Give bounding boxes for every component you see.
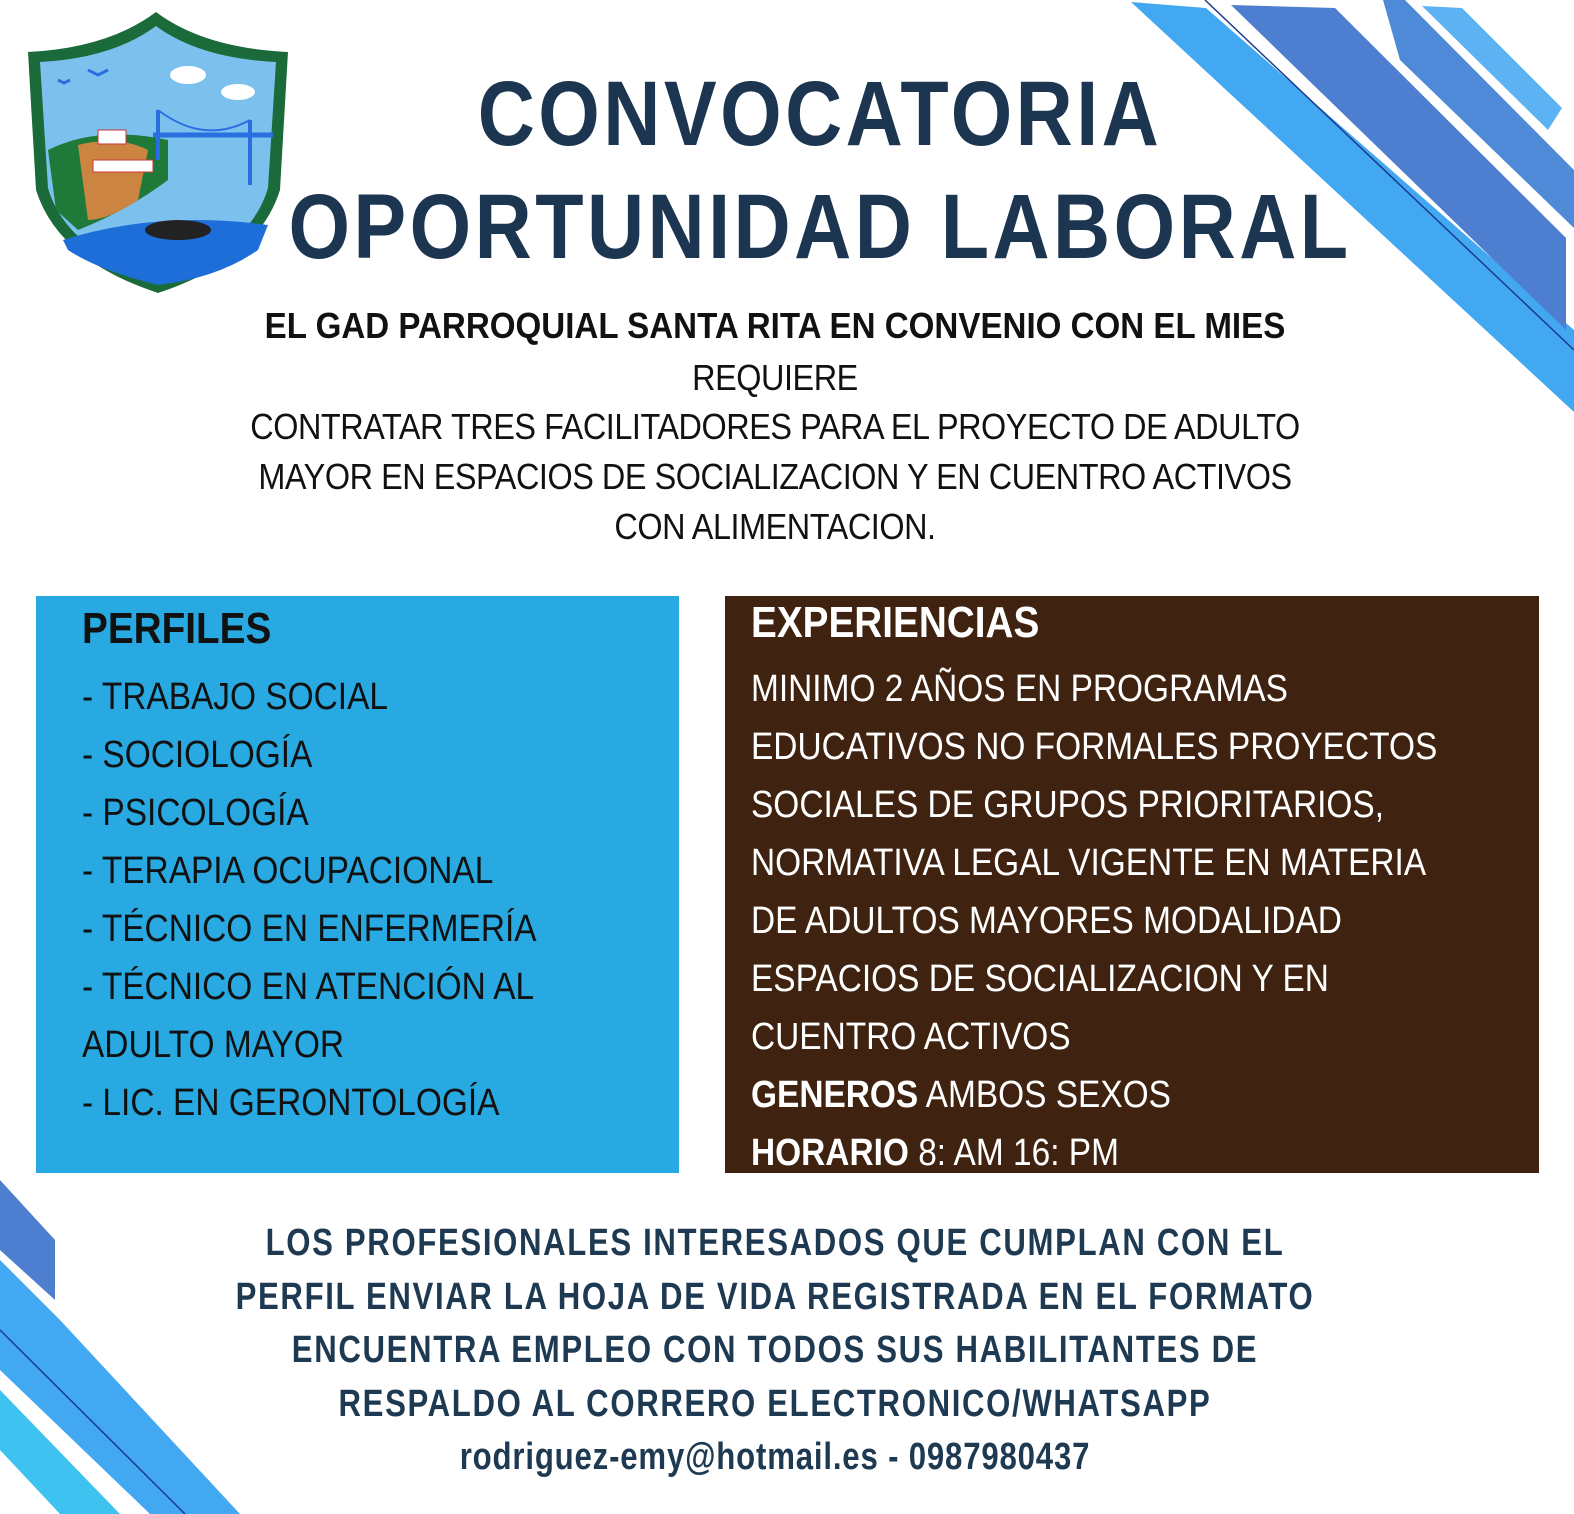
intro-line: REQUIERE	[692, 357, 858, 398]
generos-line	[751, 1066, 1437, 1124]
footer-line: LOS PROFESIONALES INTERESADOS QUE CUMPLAN CON EL	[265, 1222, 1285, 1264]
footer-contact: rodriguez-emy@hotmail.es - 0987980437	[459, 1436, 1091, 1478]
footer-line: RESPALDO AL CORRERO ELECTRONICO/WHATSAPP	[338, 1382, 1212, 1425]
title-line-1: CONVOCATORIA	[477, 63, 1163, 165]
perfil-item: - TÉCNICO EN ENFERMERÍA	[82, 908, 537, 950]
perfil-item: ADULTO MAYOR	[82, 1024, 344, 1066]
experiencia-line: DE ADULTOS MAYORES MODALIDAD	[751, 900, 1342, 942]
intro-line: CONTRATAR TRES FACILITADORES PARA EL PROYECTO DE ADULTO	[250, 406, 1300, 447]
horario-line	[751, 1124, 1437, 1182]
perfiles-list	[82, 668, 537, 1132]
intro-line: CON ALIMENTACION.	[614, 506, 936, 547]
generos-value: AMBOS SEXOS	[918, 1074, 1171, 1116]
perfiles-heading: PERFILES	[82, 604, 272, 653]
experiencias-box	[725, 596, 1539, 1173]
experiencia-line: MINIMO 2 AÑOS EN PROGRAMAS	[751, 668, 1288, 710]
perfil-item: - TRABAJO SOCIAL	[82, 676, 388, 718]
footer-line: ENCUENTRA EMPLEO CON TODOS SUS HABILITANTES DE	[291, 1329, 1259, 1371]
footer-line: PERFIL ENVIAR LA HOJA DE VIDA REGISTRADA EN EL FORMATO	[235, 1275, 1315, 1318]
intro-line: MAYOR EN ESPACIOS DE SOCIALIZACION Y EN CUENTRO ACTIVOS	[258, 456, 1292, 497]
experiencia-line: SOCIALES DE GRUPOS PRIORITARIOS,	[751, 784, 1385, 826]
generos-label: GENEROS	[751, 1074, 919, 1116]
intro-subtitle: EL GAD PARROQUIAL SANTA RITA EN CONVENIO CON EL MIES	[264, 305, 1286, 346]
horario-value: 8: AM 16: PM	[908, 1132, 1119, 1174]
perfiles-box	[36, 596, 679, 1173]
perfil-item: - PSICOLOGÍA	[82, 792, 309, 834]
perfil-item: - TÉCNICO EN ATENCIÓN AL	[82, 966, 535, 1008]
experiencia-line: CUENTRO ACTIVOS	[751, 1016, 1071, 1058]
experiencia-line: NORMATIVA LEGAL VIGENTE EN MATERIA	[751, 842, 1427, 884]
perfil-item: - SOCIOLOGÍA	[82, 734, 313, 776]
experiencias-text	[751, 660, 1437, 1182]
perfil-item: - LIC. EN GERONTOLOGÍA	[82, 1082, 500, 1124]
experiencia-line: ESPACIOS DE SOCIALIZACION Y EN	[751, 958, 1329, 1000]
experiencias-heading: EXPERIENCIAS	[751, 598, 1040, 647]
horario-label: HORARIO	[751, 1132, 909, 1174]
perfil-item: - TERAPIA OCUPACIONAL	[82, 850, 494, 892]
experiencia-line: EDUCATIVOS NO FORMALES PROYECTOS	[751, 726, 1438, 768]
title-line-2: OPORTUNIDAD LABORAL	[288, 176, 1352, 278]
footer-text	[140, 1217, 1411, 1485]
